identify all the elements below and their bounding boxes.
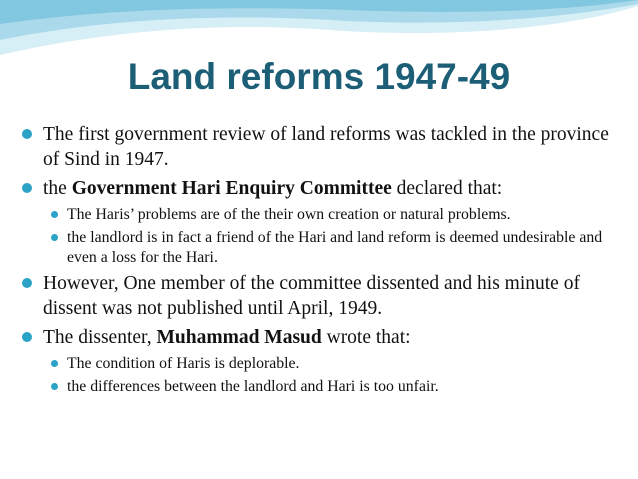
- bullet-dot-icon: [22, 278, 32, 288]
- sub-bullet-item: [14, 354, 629, 374]
- bullet-dot-icon: [51, 234, 58, 241]
- bullet-dot-icon: [51, 383, 58, 390]
- bullet-dot-icon: [22, 183, 32, 193]
- sub-bullet-item: [14, 228, 629, 268]
- bullet-item: [14, 176, 629, 201]
- bullet-dot-icon: [22, 332, 32, 342]
- slide-title: Land reforms 1947-49: [127, 56, 511, 97]
- bullet-item: [14, 122, 629, 172]
- bullet-list: [14, 122, 629, 400]
- bullet-item: [14, 271, 629, 321]
- bullet-text-pre: The dissenter,: [43, 327, 157, 348]
- bullet-dot-icon: [51, 360, 58, 367]
- sub-bullet-item: [14, 377, 629, 397]
- bullet-text-post: wrote that:: [321, 327, 411, 348]
- sub-bullet-text: The Haris’ problems are of the their own creation or natural problems.: [67, 206, 511, 223]
- bullet-text-pre: the: [43, 178, 72, 199]
- bullet-dot-icon: [51, 211, 58, 218]
- bullet-item: [14, 325, 629, 350]
- sub-bullet-text: the differences between the landlord and Hari is too unfair.: [67, 378, 439, 395]
- sub-bullet-text: the landlord is in fact a friend of the Hari and land reform is deemed undesirable and even a loss for the Hari.: [67, 229, 603, 266]
- bullet-text-bold: Muhammad Masud: [156, 327, 322, 348]
- sub-bullet-text: The condition of Haris is deplorable.: [67, 355, 300, 372]
- bullet-text-post: declared that:: [391, 178, 503, 199]
- bullet-text: However, One member of the committee dissented and his minute of dissent was not published until April, 1949.: [43, 273, 580, 319]
- sub-bullet-item: [14, 205, 629, 225]
- bullet-dot-icon: [22, 129, 32, 139]
- bullet-text: The first government review of land reforms was tackled in the province of Sind in 1947.: [43, 124, 609, 170]
- bullet-text-bold: Government Hari Enquiry Committee: [71, 178, 392, 199]
